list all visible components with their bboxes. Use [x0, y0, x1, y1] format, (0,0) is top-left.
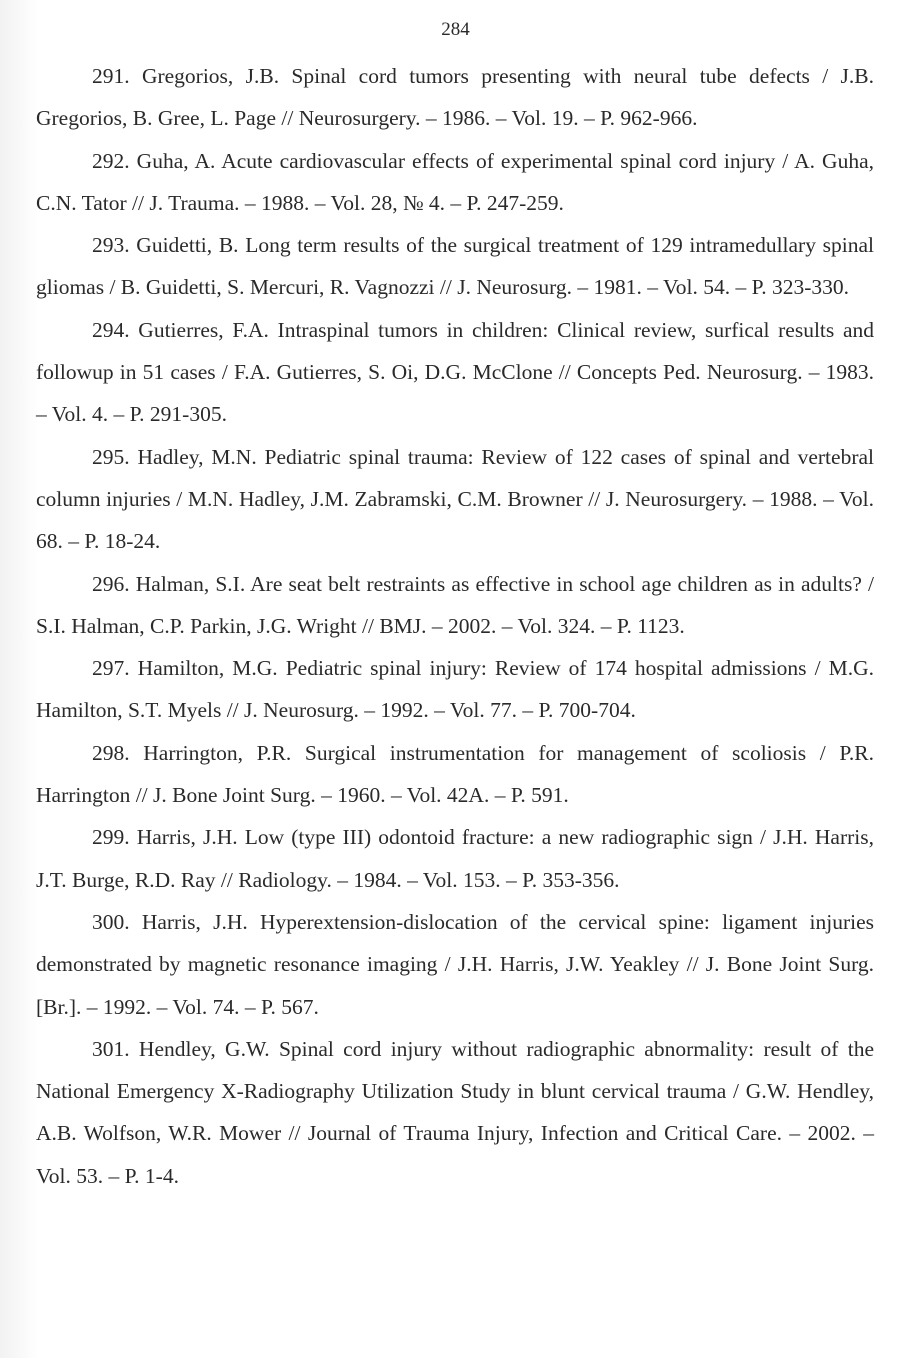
reference-item: 292. Guha, A. Acute cardiovascular effects of experimental spinal cord injury / A. Guha, C.N. Tator // J. Trauma. – 1988. – Vol. 28, № 4. – P. 247-259. [36, 148, 874, 215]
reference-item: 294. Gutierres, F.A. Intraspinal tumors in children: Clinical review, surfical results and followup in 51 cases / F.A. Gutierres, S. Oi, D.G. McClone // Concepts Ped. Neurosurg. – 1983. – Vol. 4. – P. 291-305. [36, 317, 874, 427]
reference-item: 299. Harris, J.H. Low (type III) odontoid fracture: a new radiographic sign / J.H. Harris, J.T. Burge, R.D. Ray // Radiology. – 1984. – Vol. 153. – P. 353-356. [36, 825, 874, 892]
reference-item: 295. Hadley, M.N. Pediatric spinal trauma: Review of 122 cases of spinal and vertebral column injuries / M.N. Hadley, J.M. Zabramski, C.M. Browner // J. Neurosurgery. – 1988. – Vol. 68. – P. 18-24. [36, 444, 874, 554]
reference-item: 293. Guidetti, B. Long term results of the surgical treatment of 129 intramedullary spinal gliomas / B. Guidetti, S. Mercuri, R. Vagnozzi // J. Neurosurg. – 1981. – Vol. 54. – P. 323-330. [36, 233, 874, 300]
scan-edge-shadow [0, 0, 38, 1358]
page-number: 284 [441, 19, 470, 40]
reference-item: 298. Harrington, P.R. Surgical instrumentation for management of scoliosis / P.R. Harrington // J. Bone Joint Surg. – 1960. – Vol. 42A. – P. 591. [36, 740, 874, 808]
reference-list [36, 55, 874, 1197]
reference-item: 301. Hendley, G.W. Spinal cord injury without radiographic abnormality: result of the National Emergency X-Radiography Utilization Study in blunt cervical trauma / G.W. Hendley, A.B. Wolfson, W.R. Mower // Journal of Trauma Injury, Infection and Critical Care. – 2002. – Vol. 53. – P. 1-4. [36, 1036, 874, 1188]
reference-item: 296. Halman, S.I. Are seat belt restraints as effective in school age children as in adults? / S.I. Halman, C.P. Parkin, J.G. Wright // BMJ. – 2002. – Vol. 324. – P. 1123. [36, 571, 874, 638]
reference-item: 291. Gregorios, J.B. Spinal cord tumors presenting with neural tube defects / J.B. Gregorios, B. Gree, L. Page // Neurosurgery. – 1986. – Vol. 19. – P. 962-966. [36, 64, 874, 131]
reference-item: 300. Harris, J.H. Hyperextension-dislocation of the cervical spine: ligament injuries demonstrated by magnetic resonance imaging / J.H. Harris, J.W. Yeakley // J. Bone Joint Surg. [Br.]. – 1992. – Vol. 74. – P. 567. [36, 909, 874, 1019]
reference-item: 297. Hamilton, M.G. Pediatric spinal injury: Review of 174 hospital admissions / M.G. Hamilton, S.T. Myels // J. Neurosurg. – 1992. – Vol. 77. – P. 700-704. [36, 656, 874, 723]
